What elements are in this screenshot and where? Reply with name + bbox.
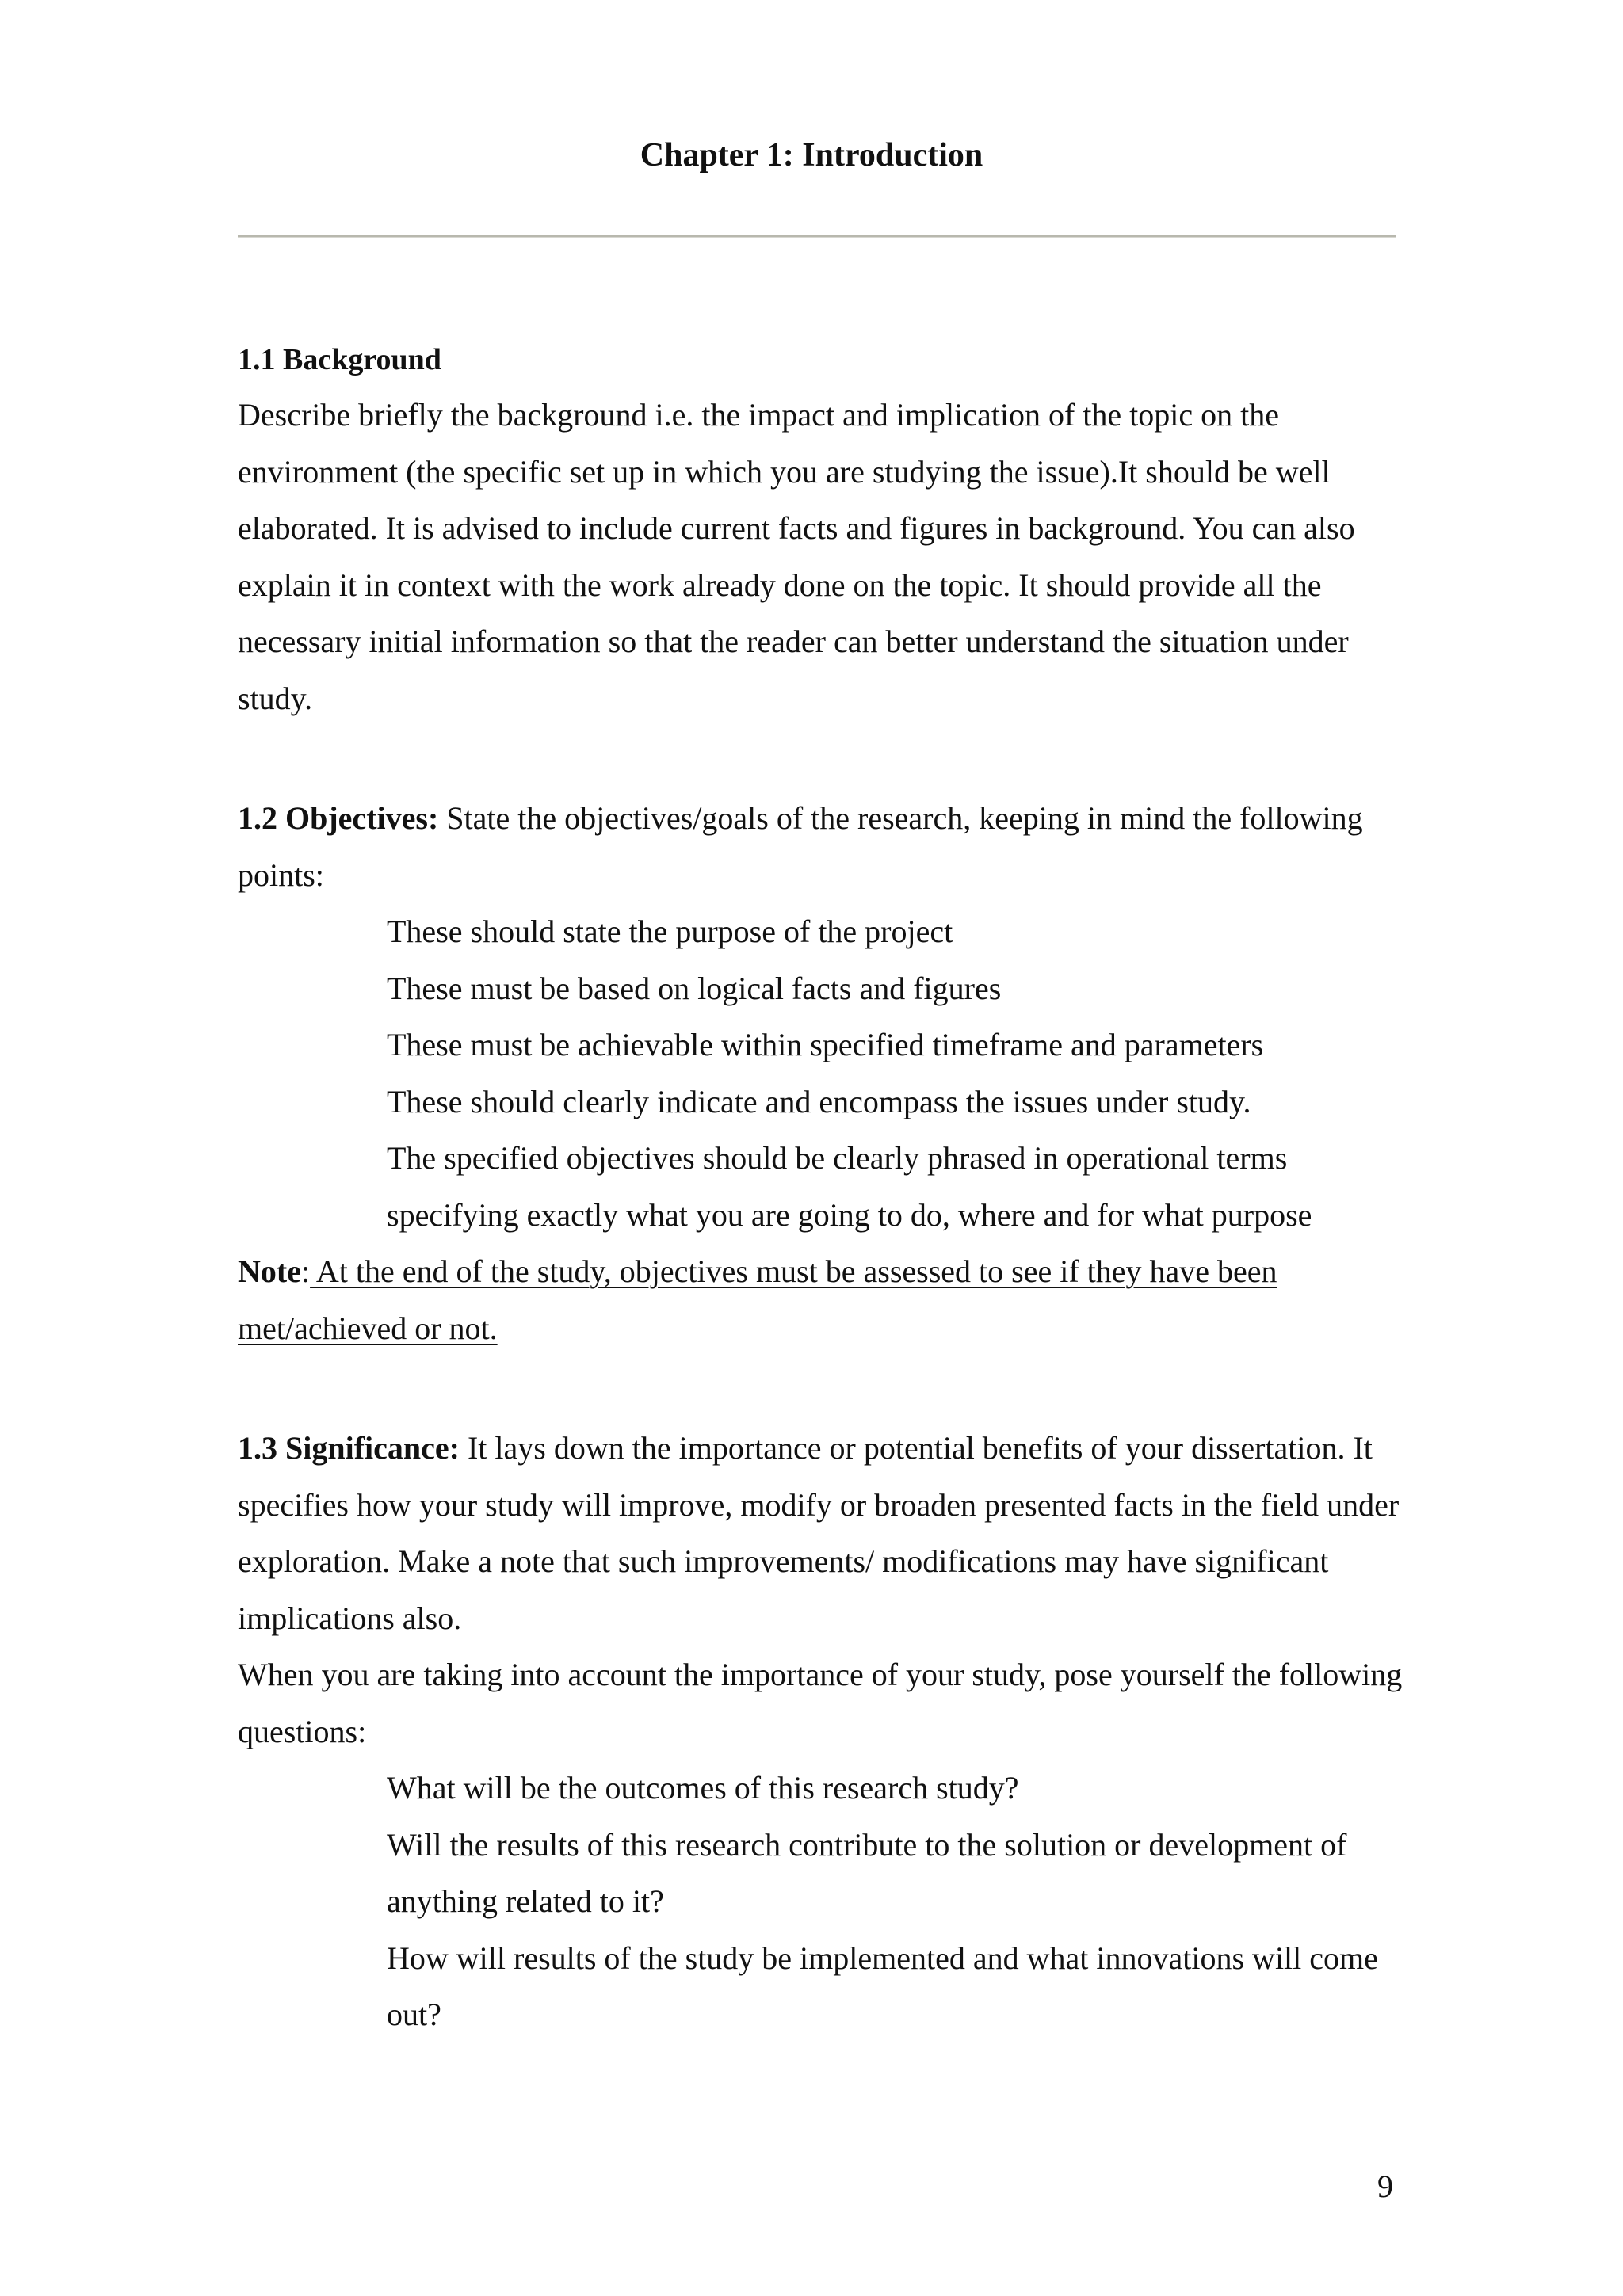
objectives-point: These must be based on logical facts and figures (387, 970, 1002, 1006)
objectives-intro-paragraph (238, 790, 1403, 903)
objectives-point: These must be achievable within specified timeframe and parameters (387, 1027, 1264, 1062)
significance-questions-list (238, 1760, 1403, 2043)
objectives-note (238, 1243, 1403, 1356)
section-gap (238, 727, 1403, 790)
significance-intro: It lays down the importance or potential benefits of your dissertation. It specifies how your study will improve, modify or broaden presented facts in the field under exploration. Make a note that such improvements/ modifications may have significant implications also. (238, 1430, 1400, 1636)
note-label: Note (238, 1253, 301, 1289)
chapter-title: Chapter 1: Introduction (640, 137, 983, 174)
section-objectives (238, 790, 1403, 1356)
background-heading: 1.1 Background (238, 343, 441, 376)
chapter-content (238, 333, 1403, 2043)
significance-question: What will be the outcomes of this research study? (387, 1770, 1019, 1806)
title-divider (238, 235, 1396, 237)
page-number: 9 (1377, 2168, 1393, 2204)
section-significance (238, 1420, 1403, 2043)
objectives-point: These should clearly indicate and encompass the issues under study. (387, 1083, 1251, 1119)
objectives-heading: 1.2 Objectives: (238, 800, 439, 836)
objectives-intro: State the objectives/goals of the research, keeping in mind the following points: (238, 800, 1363, 893)
objectives-point: These should state the purpose of the project (387, 913, 953, 949)
objectives-point: The specified objectives should be clearly phrased in operational terms specifying exactly what you are going to do, where and for what purpose (387, 1140, 1312, 1233)
section-background (238, 333, 1403, 727)
objectives-points-list (238, 903, 1403, 1243)
significance-question: How will results of the study be implemented and what innovations will come out? (387, 1939, 1378, 2032)
significance-questions-intro: When you are taking into account the importance of your study, pose yourself the following questions: (238, 1657, 1403, 1749)
significance-question: Will the results of this research contribute to the solution or development of anything related to it? (387, 1826, 1347, 1919)
note-text: At the end of the study, objectives must be assessed to see if they have been met/achieved or not. (238, 1253, 1277, 1346)
significance-intro-paragraph (238, 1420, 1403, 1646)
section-gap (238, 1356, 1403, 1420)
note-colon: : (300, 1253, 311, 1289)
significance-heading: 1.3 Significance: (238, 1430, 460, 1466)
background-paragraph: Describe briefly the background i.e. the impact and implication of the topic on the environment (the specific set up in which you are studying the issue).It should be well elaborated. It is advised to include current facts and figures in background. You can also explain it in context with the work already done on the topic. It should provide all the necessary initial information so that the reader can better understand the situation under study. (238, 397, 1355, 716)
